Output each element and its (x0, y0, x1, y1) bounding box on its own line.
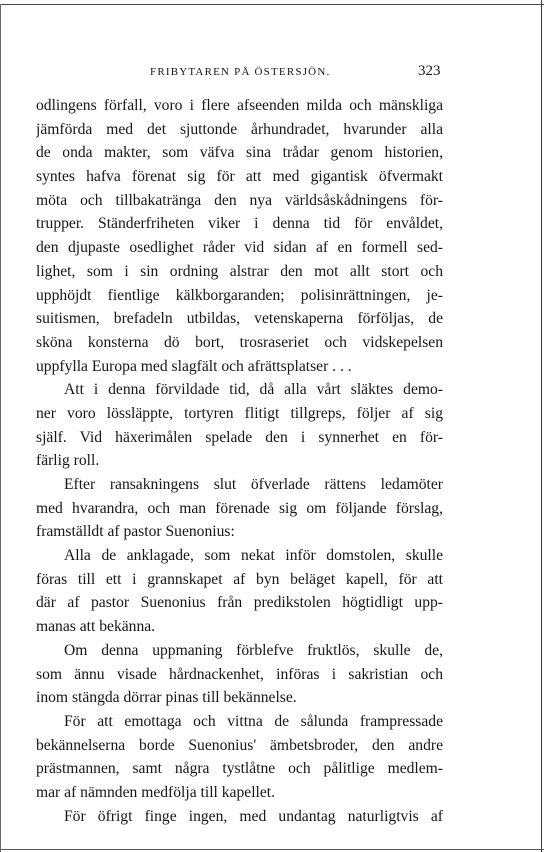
text-line: med hvarandra, och man förenade sig om följande förslag, (36, 499, 443, 517)
text-line: Efter ransakningens slut öfverlade rättens ledamöter (64, 476, 443, 493)
text-line: bekännelserna borde Suenonius' ämbetsbroder, den andre (36, 736, 443, 754)
page-edge-left (0, 4, 1, 852)
text-line: där af pastor Suenonius från predikstolen högtidligt upp- (36, 594, 443, 612)
page-number: 323 (418, 63, 441, 79)
text-line: För öfrigt finge ingen, med undantag naturligtvis af (64, 807, 443, 825)
text-line: upphöjdt fientlige kälkborgaranden; polisinrättningen, je- (36, 286, 443, 304)
text-line: Att i denna förvildade tid, då alla vårt släktes demo- (64, 381, 443, 399)
text-line: jämförda med det sjuttonde århundradet, hvarunder alla (36, 120, 443, 138)
text-line: För att emottaga och vittna de sålunda frampressade (64, 712, 443, 730)
page-edge-bottom (0, 849, 544, 850)
text-line: färlig roll. (36, 452, 100, 470)
text-line: manas att bekänna. (36, 618, 156, 636)
text-line: uppfylla Europa med slagfält och afrättsplatser . . . (36, 357, 352, 375)
text-line: ner voro lössläppte, tortyren flitigt tillgreps, följer af sig (36, 404, 443, 422)
text-line: Alla de anklagade, som nekat inför domstolen, skulle (64, 547, 443, 565)
text-line: prästmannen, samt några tystlåtne och pålitlige medlem- (36, 760, 443, 778)
text-line: syntes hafva förenat sig för att med gigantisk öfvermakt (36, 168, 443, 186)
text-line: odlingens förfall, voro i flere afseenden milda och mänskliga (36, 97, 443, 114)
text-line: Om denna uppmaning förblefve fruktlös, skulle de, (64, 641, 443, 659)
text-line: trupper. Ständerfriheten viker i denna tid för envåldet, (36, 215, 443, 233)
text-line: föras till ett i grannskapet af byn beläget kapell, för att (36, 570, 443, 588)
text-line: suitismen, brefadeln utbildas, vetenskaperna förföljas, de (36, 310, 443, 328)
body-text (36, 94, 443, 828)
text-line: framställdt af pastor Suenonius: (36, 523, 235, 541)
text-line: sköna konsterna dö bort, trosraseriet och vidskepelsen (36, 333, 443, 351)
text-line: möta och tillbakatränga den nya världsåskådningens för- (36, 191, 443, 209)
page-edge-top (0, 4, 544, 5)
text-line: själf. Vid häxerimålen spelade den i synnerhet en för- (36, 428, 443, 446)
running-head: FRIBYTAREN PÅ ÖSTERSJÖN. (150, 66, 331, 78)
text-line: som ännu visade hårdnackenhet, införas i sakristian och (36, 665, 443, 683)
text-line: lighet, som i sin ordning alstrar den mot allt stort och (36, 262, 443, 280)
text-line: inom stängda dörrar pinas till bekännelse. (36, 689, 297, 707)
text-line: de onda makter, som väfva sina trådar genom historien, (36, 144, 443, 162)
text-line: den djupaste osedlighet råder vid sidan af en formell sed- (36, 239, 443, 257)
text-line: mar af nämnden medfölja till kapellet. (36, 783, 276, 801)
page-edge-right (541, 0, 542, 852)
